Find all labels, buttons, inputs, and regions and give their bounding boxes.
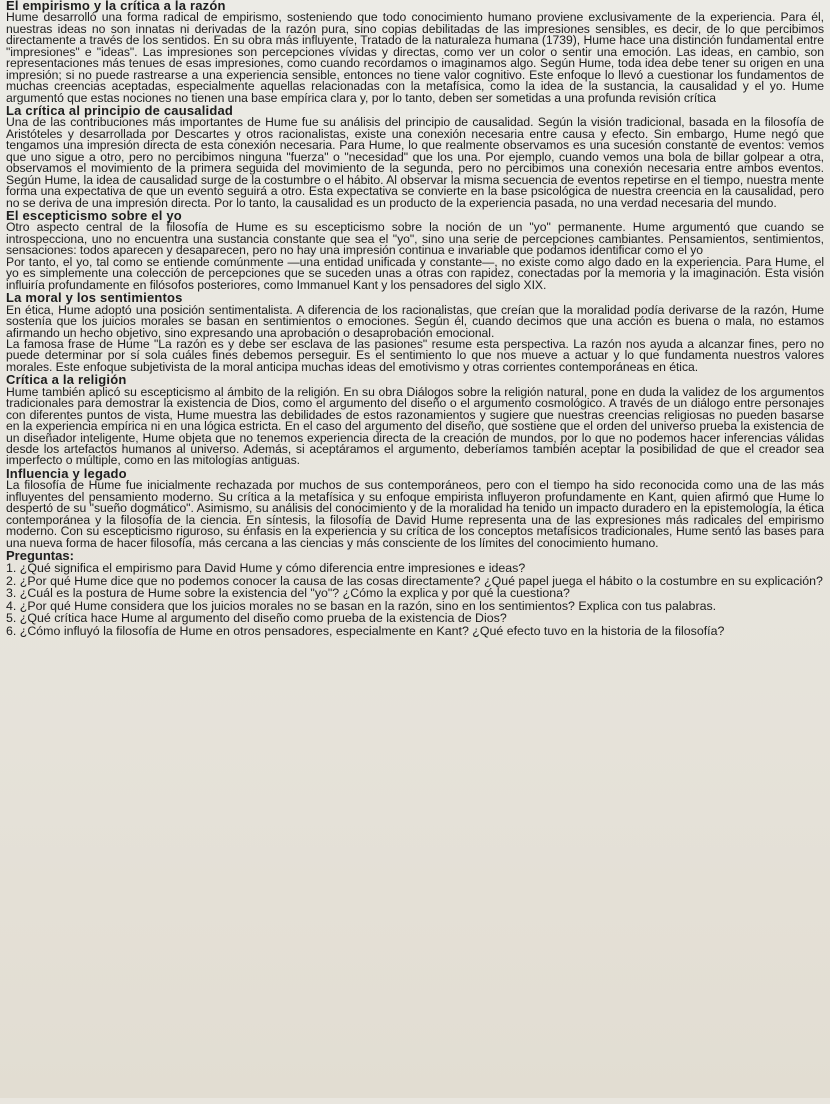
paragraph: Hume desarrolló una forma radical de empirismo, sosteniendo que todo conocimiento humano proviene exclusivamente de la experiencia. Para él, nuestras ideas no son innatas ni derivadas de la razón pura, sino copias debilitadas de las impresiones sensibles, es decir, de lo que percibimos directamente a través de los sentidos. En su obra más influyente, Tratado de la naturaleza humana (1739), Hume hace una distinción fundamental entre "impresiones" e "ideas". Las impresiones son percepciones vívidas y directas, como ver un color o sentir una emoción. Las ideas, en cambio, son representaciones más tenues de esas impresiones, como cuando recordamos o imaginamos algo. Según Hume, toda idea debe tener su origen en una impresión; si no puede rastrearse a una experiencia sensible, entonces no tiene valor cognitivo. Este enfoque lo llevó a cuestionar los fundamentos de muchas creencias aceptadas, especialmente aquellas relacionadas con la metafísica, como la idea de la sustancia, la causalidad y el yo. Hume argumentó que estas nociones no tienen una base empírica clara y, por lo tanto, deben ser sometidas a una profunda revisión crítica <box>6 10 824 105</box>
paragraph: Por tanto, el yo, tal como se entiende comúnmente —una entidad unificada y constante—, no existe como algo dado en la experiencia. Para Hume, el yo es simplemente una colección de percepciones que se suceden unas a otras con rapidez, conectadas por la memoria y la imaginación. Esta visión influiría profundamente en filósofos posteriores, como Immanuel Kant y los pensadores del siglo XIX. <box>6 254 824 292</box>
section-heading: Crítica a la religión <box>6 372 127 388</box>
section-causalidad <box>6 104 824 209</box>
question-item: 6. ¿Cómo influyó la filosofía de Hume en otros pensadores, especialmente en Kant? ¿Qué efecto tuvo en la historia de la filosofía? <box>6 623 725 638</box>
section-empirismo <box>6 0 824 104</box>
paragraph: La famosa frase de Hume "La razón es y debe ser esclava de las pasiones" resume esta perspectiva. La razón nos ayuda a alcanzar fines, pero no puede determinar por sí sola cuáles fines debemos perseguir. Es el sentimiento lo que nos mueve a actuar y lo que fundamenta nuestros valores morales. Este enfoque subjetivista de la moral anticipa muchas ideas del emotivismo y otras corrientes contemporáneas en ética. <box>6 336 824 374</box>
questions-heading: Preguntas: <box>6 548 74 564</box>
section-heading: El escepticismo sobre el yo <box>6 208 182 224</box>
question-item: 1. ¿Qué significa el empirismo para David Hume y cómo diferencia entre impresiones e ideas? <box>6 561 526 576</box>
section-heading: El empirismo y la crítica a la razón <box>6 0 226 13</box>
paragraph: Otro aspecto central de la filosofía de Hume es su escepticismo sobre la noción de un "yo" permanente. Hume argumentó que cuando se introspecciona, uno no encuentra una sustancia constante que sea el "yo", sino una serie de percepciones cambiantes. Pensamientos, sentimientos, sensaciones: todos aparecen y desaparecen, pero no hay una impresión continua e invariable que podamos identificar como el yo <box>6 220 824 258</box>
section-moral <box>6 291 824 373</box>
section-heading: Influencia y legado <box>6 465 127 481</box>
section-heading: La moral y los sentimientos <box>6 290 183 306</box>
question-item: 5. ¿Qué crítica hace Hume al argumento del diseño como prueba de la existencia de Dios? <box>6 611 507 626</box>
section-yo <box>6 209 824 291</box>
question-item: 3. ¿Cuál es la postura de Hume sobre la existencia del "yo"? ¿Cómo la explica y por qué la cuestiona? <box>6 586 570 601</box>
question-item: 2. ¿Por qué Hume dice que no podemos conocer la causa de las cosas directamente? ¿Qué papel juega el hábito o la costumbre en su explicación? <box>6 573 823 588</box>
questions-section <box>6 549 824 638</box>
section-religion <box>6 373 824 467</box>
paragraph: Hume también aplicó su escepticismo al ámbito de la religión. En su obra Diálogos sobre la religión natural, pone en duda la validez de los argumentos tradicionales para demostrar la existencia de Dios, como el argumento del diseño o el argumento cosmológico. A través de un diálogo entre personajes con diferentes puntos de vista, Hume muestra las debilidades de estos razonamientos y sugiere que nuestras creencias religiosas no pueden basarse en la experiencia empírica ni en una lógica estricta. En el caso del argumento del diseño, que sostiene que el orden del universo prueba la existencia de un diseñador inteligente, Hume objeta que no tenemos experiencia directa de la creación de mundos, por lo que no podemos hacer inferencias válidas desde los artefactos humanos al universo. Además, si aceptáramos el argumento, deberíamos también aceptar la posibilidad de que el creador sea imperfecto o múltiple, como en las mitologías antiguas. <box>6 384 824 468</box>
paragraph: La filosofía de Hume fue inicialmente rechazada por muchos de sus contemporáneos, pero con el tiempo ha sido reconocida como una de las más influyentes del pensamiento moderno. Su crítica a la metafísica y su enfoque empirista influyeron profundamente en Kant, quien afirmó que Hume lo despertó de su "sueño dogmático". Asimismo, su análisis del conocimiento y de la moralidad ha tenido un impacto duradero en la epistemología, la ética contemporánea y la filosofía de la ciencia. En síntesis, la filosofía de David Hume representa una de las expresiones más radicales del empirismo moderno. Con su escepticismo riguroso, su énfasis en la experiencia y su crítica de los conceptos metafísicos tradicionales, Hume sentó las bases para una nueva forma de hacer filosofía, más cercana a las ciencias y más consciente de los límites del conocimiento humano. <box>6 478 824 550</box>
question-item: 4. ¿Por qué Hume considera que los juicios morales no se basan en la razón, sino en los sentimientos? Explica con tus palabras. <box>6 598 717 613</box>
paragraph: En ética, Hume adoptó una posición sentimentalista. A diferencia de los racionalistas, que creían que la moralidad podía derivarse de la razón, Hume sostenía que los juicios morales se basan en sentimientos o emociones. Según él, cuando decimos que una acción es buena o mala, no estamos afirmando un hecho objetivo, sino expresando una aprobación o desaprobación emocional. <box>6 302 824 340</box>
section-legado <box>6 467 824 549</box>
section-heading: La crítica al principio de causalidad <box>6 103 234 119</box>
paragraph: Una de las contribuciones más importantes de Hume fue su análisis del principio de causalidad. Según la visión tradicional, basada en la filosofía de Aristóteles y desarrollada por Descartes y otros racionalistas, existe una conexión necesaria entre causa y efecto. Sin embargo, Hume negó que tengamos una impresión directa de esta conexión necesaria. Para Hume, lo que realmente observamos es una sucesión constante de eventos: vemos que uno sigue a otro, pero no percibimos ninguna "fuerza" o "necesidad" que los una. Por ejemplo, cuando vemos una bola de billar golpear a otra, observamos el movimiento de la primera seguida del movimiento de la segunda, pero no percibimos una conexión necesaria entre ambos eventos. Según Hume, la idea de causalidad surge de la costumbre o el hábito. Al observar la misma secuencia de eventos repetirse en el tiempo, nuestra mente forma una expectativa de que un evento seguirá a otro. Esta expectativa se convierte en la base psicológica de nuestra creencia en la causalidad, pero no se deriva de una impresión directa. Por lo tanto, la causalidad es un producto de la experiencia pasada, no una verdad necesaria del mundo. <box>6 115 824 210</box>
